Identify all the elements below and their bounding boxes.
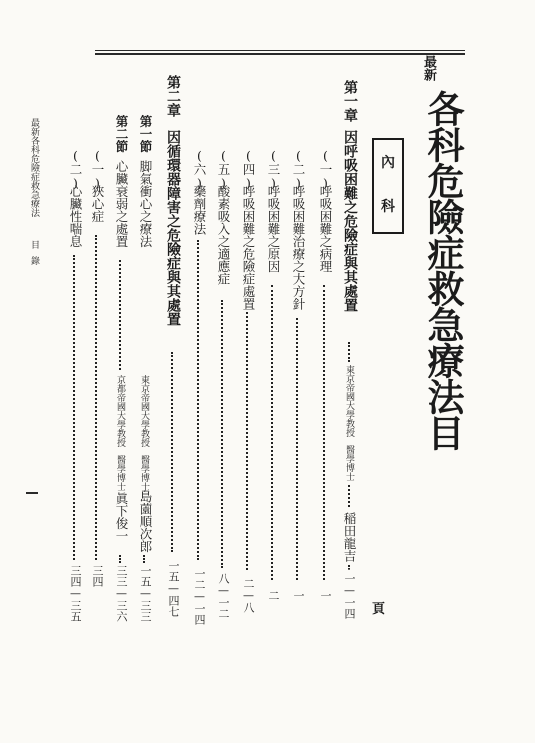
- list-item-page: 三四—三五: [69, 565, 82, 622]
- top-rule: [95, 50, 465, 51]
- section1-author-name: 島薗順次郎: [138, 490, 153, 553]
- list-item-page: 二—八: [242, 578, 255, 613]
- section1-title: 脚氣衝心之療法: [138, 160, 153, 248]
- leader-dots: [197, 240, 199, 560]
- list-item-text: 呼吸困難之危險症處置: [241, 185, 256, 310]
- list-item-text: 酸素吸入之適應症: [216, 185, 231, 285]
- list-item-page: 一二—一四: [193, 568, 206, 625]
- section-char-2: 科: [381, 199, 395, 215]
- section1-author-affil: 東京帝國大學教授: [139, 375, 149, 447]
- list-item-page: 一: [292, 590, 305, 601]
- leader-dots: [119, 260, 121, 370]
- chapter1-author-name: 稲田龍吉: [342, 512, 357, 562]
- section1-label: 第一節: [138, 115, 153, 153]
- list-item-num: (四): [241, 148, 256, 191]
- list-item-text: 心臟性喘息: [68, 185, 83, 248]
- list-item-num: (三): [266, 148, 281, 191]
- list-item-num: (六): [192, 148, 207, 191]
- chapter1-page: 一—一四: [343, 573, 356, 619]
- top-rule-thick: [95, 53, 465, 55]
- running-title: 最新各科危險症救急療法: [29, 118, 39, 217]
- title-prefix: 最新: [421, 55, 436, 81]
- list-item-page: 三四: [91, 565, 104, 587]
- section2-author-affil: 京都帝國大學教授: [115, 375, 125, 447]
- section-char-1: 內: [381, 155, 395, 171]
- list-item-num: (二): [68, 148, 83, 191]
- list-item-text: 藥劑療法: [192, 185, 207, 235]
- list-item-num: (一): [318, 148, 333, 191]
- list-item-page: 八—一二: [217, 573, 230, 619]
- page-title: 各科危險症救急療法目: [421, 90, 465, 450]
- leader-dots: [171, 352, 173, 552]
- leader-dots: [246, 312, 248, 570]
- chapter1-author-affil: 東京帝國大學教授: [344, 365, 354, 437]
- list-item-num: (一): [90, 148, 105, 191]
- leader-dots: [119, 555, 121, 563]
- page-column-label: 頁: [372, 602, 386, 617]
- leader-dots: [221, 300, 223, 568]
- leader-dots: [323, 285, 325, 580]
- running-marker: 錄: [29, 256, 39, 265]
- leader-dots: [143, 555, 145, 563]
- section2-author-name: 眞下俊一: [114, 492, 129, 542]
- margin-mark: [26, 492, 38, 494]
- running-section: 目: [29, 240, 39, 249]
- list-item-text: 呼吸困難治療之大方針: [291, 185, 306, 310]
- section1-page: 一五—三三: [139, 565, 152, 622]
- section-box: [372, 138, 404, 234]
- section2-label: 第二節: [114, 115, 129, 153]
- list-item-text: 狹心症: [90, 185, 105, 223]
- list-item-text: 呼吸困難之原因: [266, 185, 281, 273]
- leader-dots: [73, 255, 75, 560]
- list-item-num: (二): [291, 148, 306, 191]
- leader-dots: [271, 285, 273, 580]
- list-item-text: 呼吸困難之病理: [318, 185, 333, 273]
- list-item-page: 二: [267, 590, 280, 601]
- leader-dots: [95, 235, 97, 560]
- leader-dots: [296, 318, 298, 580]
- section2-title: 心臟衰弱之處置: [114, 160, 129, 248]
- chapter2-label: 第二章: [165, 75, 181, 117]
- section1-author-degree: 醫學博士: [139, 455, 149, 491]
- leader-dots: [348, 342, 350, 362]
- leader-dots: [348, 565, 350, 570]
- list-item-page: 一: [319, 590, 332, 601]
- list-item-num: (五): [216, 148, 231, 191]
- section2-author-degree: 醫學博士: [115, 455, 125, 491]
- chapter1-title: 因呼吸困難之危險症與其處置: [342, 130, 358, 312]
- chapter1-label: 第一章: [342, 80, 358, 122]
- chapter1-author-degree: 醫學博士: [344, 445, 354, 481]
- section2-page: 三三—三六: [115, 565, 128, 622]
- leader-dots: [348, 485, 350, 507]
- chapter2-page: 一五—四七: [167, 560, 180, 617]
- chapter2-title: 因循環器障害之危險症與其處置: [165, 130, 181, 326]
